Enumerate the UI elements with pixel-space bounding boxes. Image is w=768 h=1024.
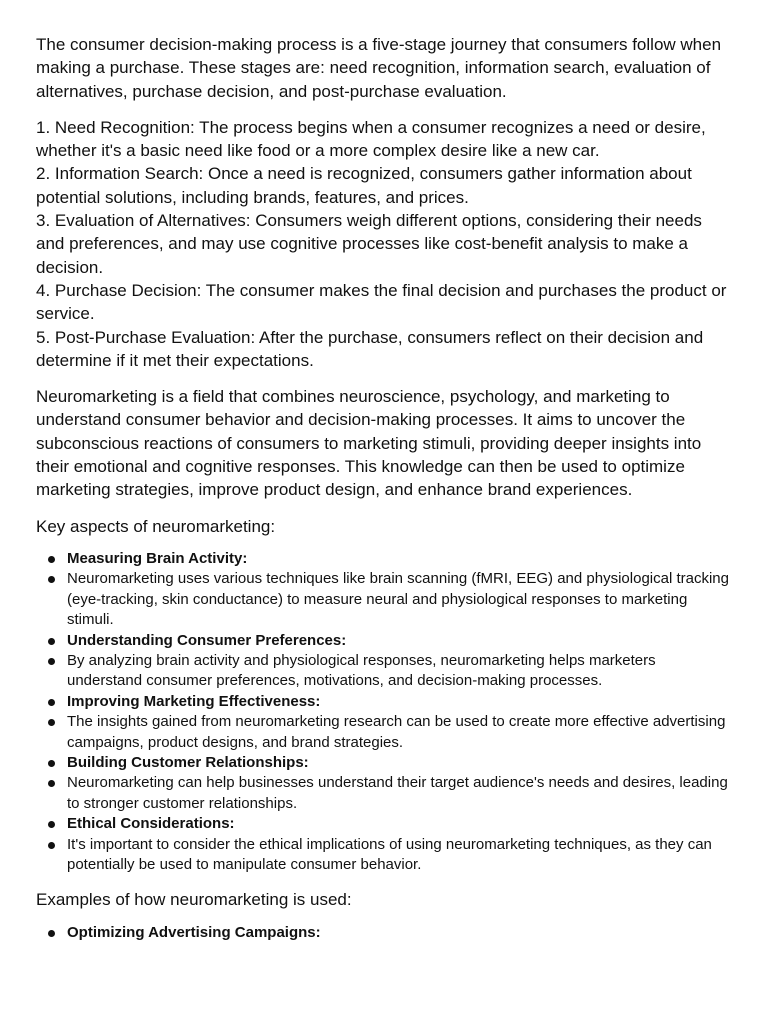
step-information-search: 2. Information Search: Once a need is recognized, consumers gather information about potential solutions, including brands, features, and prices. [36,164,692,207]
intro-paragraph: The consumer decision-making process is a five-stage journey that consumers follow when making a purchase. These stages are: need recognition, information search, evaluation of alternatives, purchase decision, and post-purchase evaluation. [36,35,722,101]
key-aspect-text: It's important to consider the ethical implications of using neuromarketing techniques, as they can potentially be used to manipulate consumer behavior. [36,835,732,876]
examples-heading: Examples of how neuromarketing is used: [36,890,352,910]
step-purchase-decision: 4. Purchase Decision: The consumer makes the final decision and purchases the product or service. [36,280,727,324]
key-aspect-text: The insights gained from neuromarketing research can be used to create more effective advertising campaigns, product designs, and brand strategies. [36,712,732,753]
key-aspect-title: Improving Marketing Effectiveness: [36,692,732,712]
step-post-purchase-evaluation: 5. Post-Purchase Evaluation: After the purchase, consumers reflect on their decision and determine if it met their expectations. [36,327,704,370]
key-aspect-title: Ethical Considerations: [36,814,732,834]
key-aspect-title: Building Customer Relationships: [36,753,732,773]
key-aspects-list [36,549,732,876]
step-need-recognition: 1. Need Recognition: The process begins when a consumer recognizes a need or desire, whether it's a basic need like food or a more complex desire like a new car. [36,117,706,161]
key-aspect-text: By analyzing brain activity and physiological responses, neuromarketing helps marketers understand consumer preferences, motivations, and decision-making processes. [36,651,732,692]
decision-steps [36,116,732,372]
key-aspect-text: Neuromarketing can help businesses understand their target audience's needs and desires, leading to stronger customer relationships. [36,773,732,814]
example-title: Optimizing Advertising Campaigns: [36,923,732,943]
key-aspect-title: Measuring Brain Activity: [36,549,732,569]
neuromarketing-paragraph: Neuromarketing is a field that combines neuroscience, psychology, and marketing to understand consumer behavior and decision-making processes. It aims to uncover the subconscious reactions of consumers to marketing stimuli, providing deeper insights into their emotional and cognitive responses. This knowledge can then be used to optimize marketing strategies, improve product design, and enhance brand experiences. [36,387,702,500]
step-evaluation-of-alternatives: 3. Evaluation of Alternatives: Consumers weigh different options, considering their needs and preferences, and may use cognitive processes like cost-benefit analysis to make a decision. [36,211,702,277]
key-aspect-title: Understanding Consumer Preferences: [36,631,732,651]
key-aspect-text: Neuromarketing uses various techniques like brain scanning (fMRI, EEG) and physiological tracking (eye-tracking, skin conductance) to measure neural and physiological responses to marketing stimuli. [36,569,732,630]
key-aspects-heading: Key aspects of neuromarketing: [36,516,276,536]
examples-list [36,923,732,943]
